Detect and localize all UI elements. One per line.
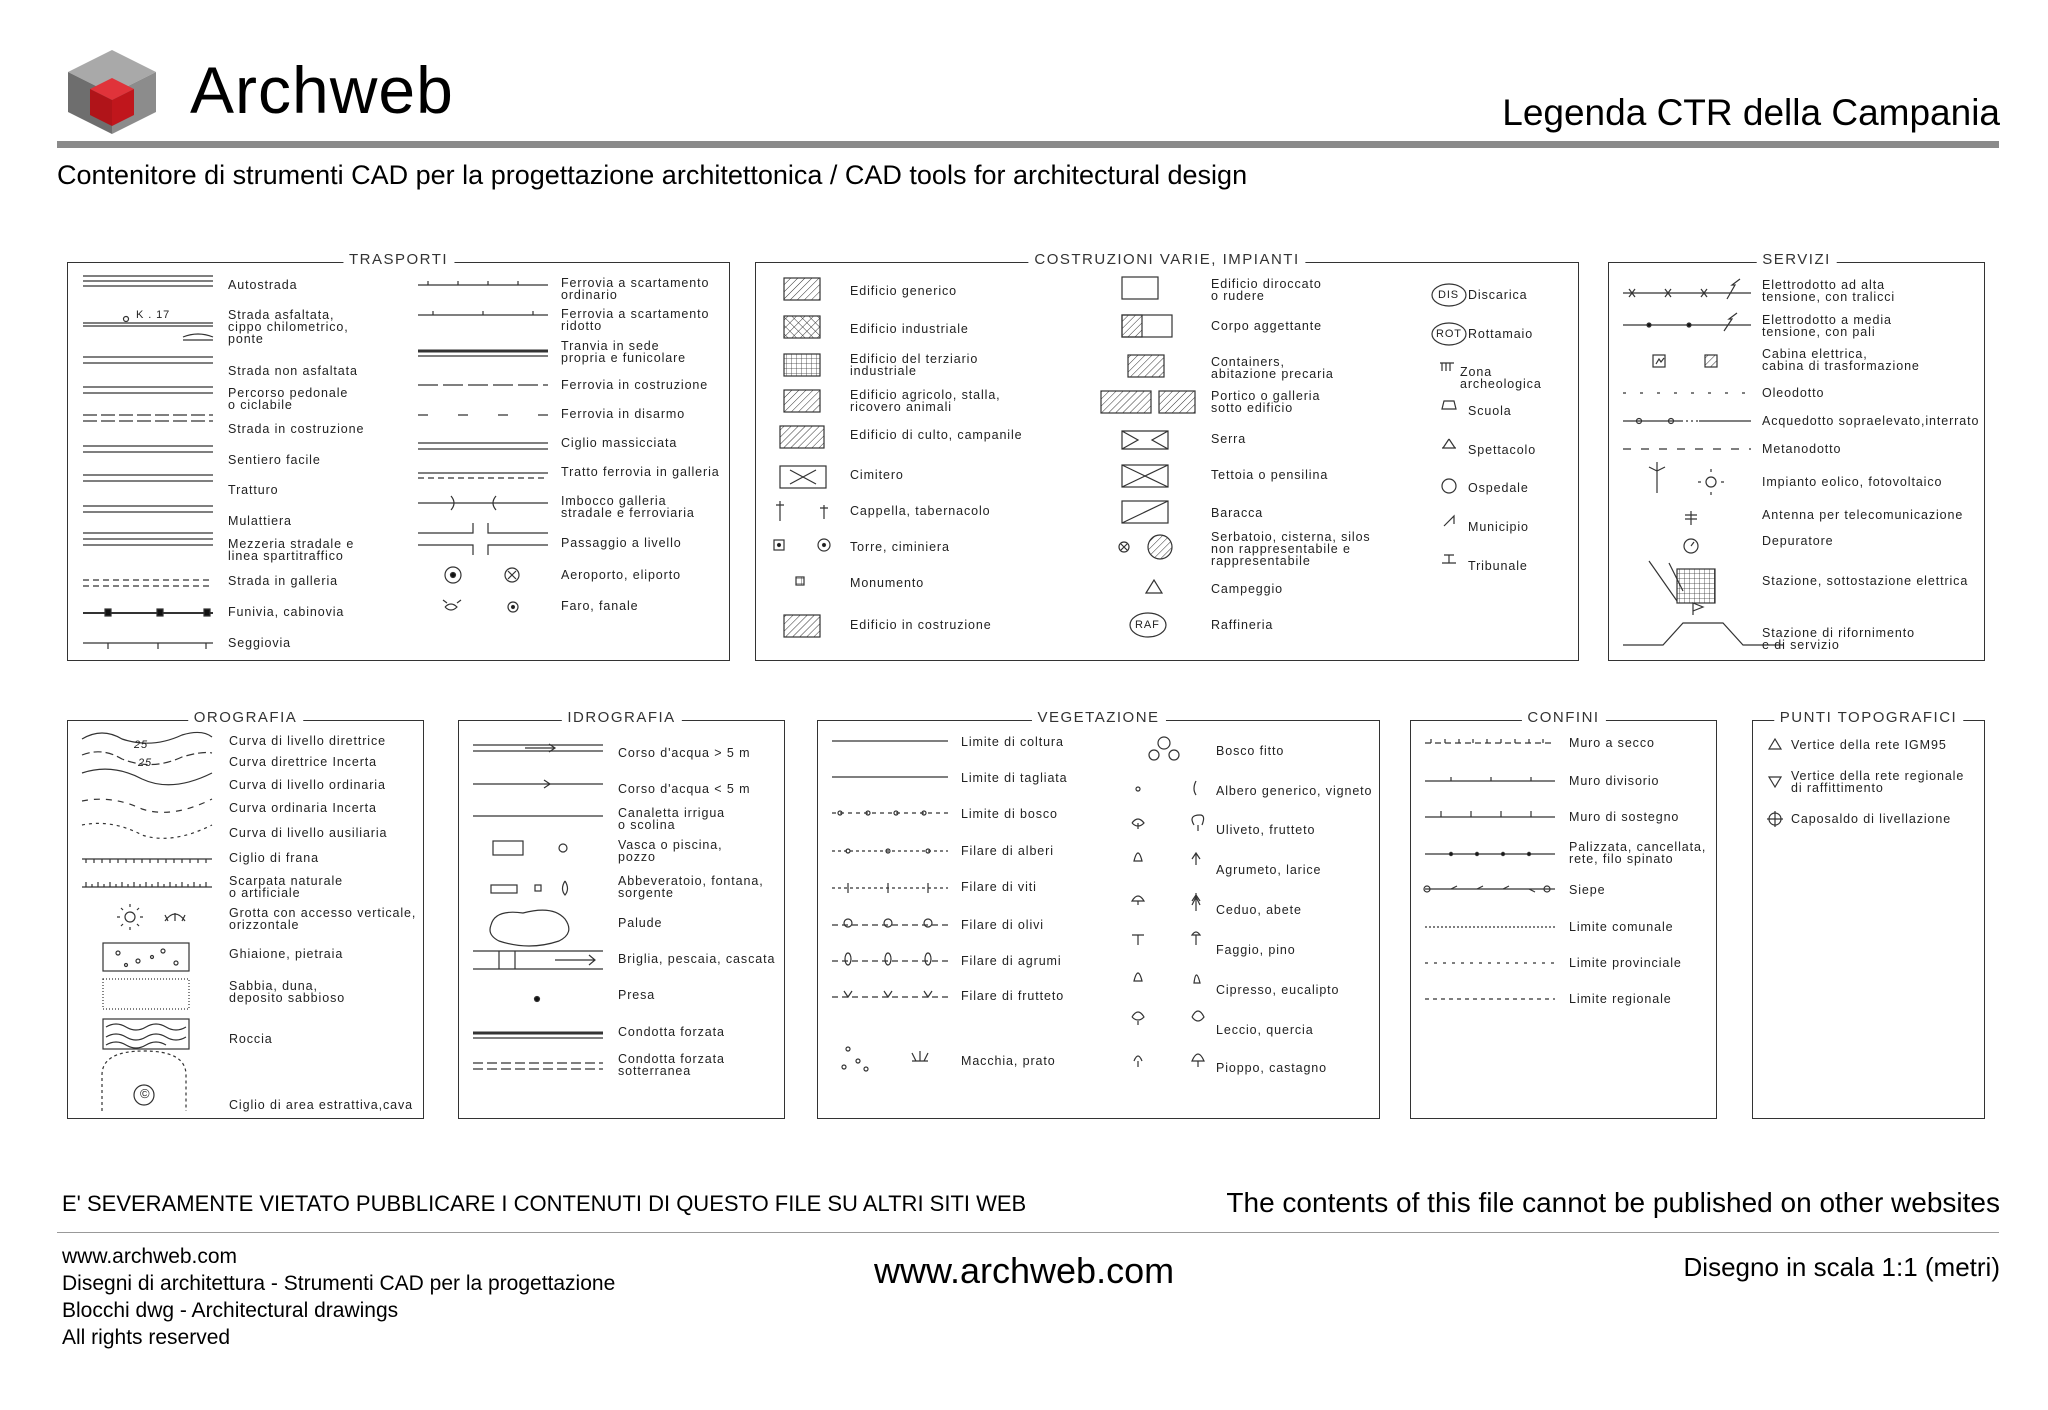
legend-item: Serra bbox=[1211, 432, 1247, 446]
page-subtitle: Contenitore di strumenti CAD per la progettazione architettonica / CAD tools for architectural design bbox=[57, 160, 1248, 190]
drawing-scale: Disegno in scala 1:1 (metri) bbox=[1683, 1252, 2000, 1282]
legend-item: Edificio in costruzione bbox=[850, 618, 992, 632]
legend-item: Limite di bosco bbox=[961, 807, 1058, 821]
legend-item: Raffineria bbox=[1211, 618, 1274, 632]
legend-item: Corso d'acqua > 5 m bbox=[618, 746, 751, 760]
legend-item: Ciglio massicciata bbox=[561, 436, 678, 450]
legend-item: Pioppo, castagno bbox=[1216, 1061, 1328, 1075]
footer-center-url[interactable]: www.archweb.com bbox=[874, 1250, 1175, 1291]
legend-item: Faggio, pino bbox=[1216, 943, 1296, 957]
legend-item: Condotta forzata bbox=[618, 1025, 725, 1039]
legend-item: Palude bbox=[618, 916, 663, 930]
legend-item: Curva direttrice Incerta bbox=[229, 755, 378, 769]
legend-item: Aeroporto, eliporto bbox=[561, 568, 681, 582]
legend-item: Muro a secco bbox=[1569, 736, 1655, 750]
legend-item: Macchia, prato bbox=[961, 1054, 1056, 1068]
legend-item: Metanodotto bbox=[1762, 442, 1842, 456]
header-divider bbox=[57, 141, 1999, 148]
legend-item: Antenna per telecomunicazione bbox=[1762, 508, 1964, 522]
legend-item: Mulattiera bbox=[228, 514, 292, 528]
legend-item: Depuratore bbox=[1762, 534, 1834, 548]
panel-title: CONFINI bbox=[1521, 709, 1605, 726]
legend-item: Tettoia o pensilina bbox=[1211, 468, 1329, 482]
legend-item: Torre, ciminiera bbox=[850, 540, 950, 554]
panel-idrografia bbox=[458, 709, 785, 1119]
legend-item: Edificio di culto, campanile bbox=[850, 428, 1023, 442]
legend-item: Tratto ferrovia in galleria bbox=[561, 465, 720, 479]
legend-item: Percorso pedonale o ciclabile bbox=[228, 386, 349, 412]
panel-orografia bbox=[67, 709, 424, 1119]
legend-item: Abbeveratoio, fontana, sorgente bbox=[618, 874, 764, 900]
legend-item: Sabbia, duna, deposito sabbioso bbox=[229, 979, 346, 1005]
legend-item: Muro di sostegno bbox=[1569, 810, 1680, 824]
panel-punti-topografici bbox=[1752, 709, 1985, 1119]
footer-description: Disegni di architettura - Strumenti CAD per la progettazione bbox=[62, 1272, 616, 1295]
legend-item: Briglia, pescaia, cascata bbox=[618, 952, 776, 966]
legend-item: Baracca bbox=[1211, 506, 1264, 520]
legend-item: Seggiovia bbox=[228, 636, 292, 650]
legend-item: Curva ordinaria Incerta bbox=[229, 801, 377, 815]
panel-trasporti bbox=[67, 251, 730, 661]
legend-item: Cimitero bbox=[850, 468, 904, 482]
legend-item: Vertice della rete IGM95 bbox=[1791, 738, 1947, 752]
legend-item: Limite comunale bbox=[1569, 920, 1674, 934]
panel-title: SERVIZI bbox=[1756, 251, 1837, 268]
legend-item: Roccia bbox=[229, 1032, 273, 1046]
legend-item: Vertice della rete regionale di raffittimento bbox=[1791, 769, 1965, 795]
legend-item: Limite provinciale bbox=[1569, 956, 1682, 970]
legend-item: Agrumeto, larice bbox=[1216, 863, 1322, 877]
badge-label: RAF bbox=[1135, 619, 1160, 631]
panel-vegetazione bbox=[817, 709, 1380, 1119]
legend-item: Strada in costruzione bbox=[228, 422, 365, 436]
legend-item: Caposaldo di livellazione bbox=[1791, 812, 1952, 826]
panel-title: VEGETAZIONE bbox=[1031, 709, 1165, 726]
legend-item: Condotta forzata sotterranea bbox=[618, 1052, 725, 1078]
legend-item: Imbocco galleria stradale e ferroviaria bbox=[561, 494, 695, 520]
legend-item: Stazione di rifornimento e di servizio bbox=[1762, 626, 1915, 652]
legend-item: Zona archeologica bbox=[1460, 365, 1542, 391]
legend-item: Tribunale bbox=[1468, 559, 1528, 573]
legend-item: Cappella, tabernacolo bbox=[850, 504, 991, 518]
legend-item: Serbatoio, cisterna, silos non rappresentabile e rappresentabile bbox=[1211, 530, 1371, 568]
legend-item: Curva di livello direttrice bbox=[229, 734, 386, 748]
legend-item: Edificio generico bbox=[850, 284, 958, 298]
panel-servizi bbox=[1608, 251, 1985, 661]
legend-item: Filare di viti bbox=[961, 880, 1037, 894]
brand-name: Archweb bbox=[190, 53, 454, 127]
legend-item: Ghiaione, pietraia bbox=[229, 947, 344, 961]
legend-item: Municipio bbox=[1468, 520, 1529, 534]
badge-label: DIS bbox=[1438, 289, 1460, 301]
legend-item: Ospedale bbox=[1468, 481, 1529, 495]
legend-item: Scarpata naturale o artificiale bbox=[229, 874, 343, 900]
legend-item: Muro divisorio bbox=[1569, 774, 1660, 788]
contour-value-label: 25 bbox=[138, 757, 153, 769]
legend-item: Spettacolo bbox=[1468, 443, 1537, 457]
legend-item: Campeggio bbox=[1211, 582, 1284, 596]
legend-item: Oleodotto bbox=[1762, 386, 1825, 400]
badge-label: ROT bbox=[1436, 328, 1462, 340]
panel-title: COSTRUZIONI VARIE, IMPIANTI bbox=[1028, 251, 1305, 268]
panel-confini bbox=[1410, 709, 1717, 1119]
legend-item: Strada non asfaltata bbox=[228, 364, 358, 378]
legend-item: Corso d'acqua < 5 m bbox=[618, 782, 751, 796]
contour-value-label: 25 bbox=[134, 739, 149, 751]
legend-item: Scuola bbox=[1468, 404, 1512, 418]
legend-item: Elettrodotto ad alta tensione, con tralicci bbox=[1762, 278, 1896, 304]
legend-item: Strada in galleria bbox=[228, 574, 339, 588]
legend-item: Leccio, quercia bbox=[1216, 1023, 1314, 1037]
legend-item: Portico o galleria sotto edificio bbox=[1211, 389, 1321, 415]
footer-description: Blocchi dwg - Architectural drawings bbox=[62, 1299, 399, 1322]
legend-item: Elettrodotto a media tensione, con pali bbox=[1762, 313, 1892, 339]
legend-item: Strada asfaltata, cippo chilometrico, ponte bbox=[228, 308, 349, 346]
legend-item: Vasca o piscina, pozzo bbox=[618, 838, 723, 864]
footer-divider bbox=[57, 1232, 1999, 1233]
legend-item: Discarica bbox=[1468, 288, 1528, 302]
legend-item: Tranvia in sede propria e funicolare bbox=[561, 339, 687, 365]
legend-item: Ferrovia in costruzione bbox=[561, 378, 709, 392]
legend-item: Bosco fitto bbox=[1216, 744, 1285, 758]
legend-item: Limite di coltura bbox=[961, 735, 1064, 749]
legend-item: Filare di agrumi bbox=[961, 954, 1062, 968]
legend-item: Rottamaio bbox=[1468, 327, 1534, 341]
panel-title: OROGRAFIA bbox=[188, 709, 304, 726]
legend-item: Siepe bbox=[1569, 883, 1606, 897]
panel-title: IDROGRAFIA bbox=[561, 709, 681, 726]
legend-item: Tratturo bbox=[228, 483, 279, 497]
document-title: Legenda CTR della Campania bbox=[1502, 92, 2000, 133]
legend-item: Curva di livello ordinaria bbox=[229, 778, 386, 792]
legend-item: Filare di alberi bbox=[961, 844, 1054, 858]
legend-item: Uliveto, frutteto bbox=[1216, 823, 1316, 837]
legend-item: Grotta con accesso verticale, orizzontale bbox=[229, 906, 417, 932]
legend-item: Ciglio di area estrattiva,cava bbox=[229, 1098, 414, 1112]
legend-item: Containers, abitazione precaria bbox=[1211, 355, 1334, 381]
legend-item: Impianto eolico, fotovoltaico bbox=[1762, 475, 1943, 489]
legend-item: Canaletta irrigua o scolina bbox=[618, 806, 726, 832]
legend-item: Ceduo, abete bbox=[1216, 903, 1302, 917]
legend-item: Curva di livello ausiliaria bbox=[229, 826, 388, 840]
panel-title: PUNTI TOPOGRAFICI bbox=[1774, 709, 1963, 726]
legend-item: Monumento bbox=[850, 576, 925, 590]
legend-item: Faro, fanale bbox=[561, 599, 639, 613]
legend-item: Edificio industriale bbox=[850, 322, 969, 336]
legend-item: Ferrovia a scartamento ordinario bbox=[561, 276, 710, 302]
legend-item: Limite regionale bbox=[1569, 992, 1672, 1006]
legend-item: Edificio diroccato o rudere bbox=[1211, 277, 1322, 303]
legend-item: Ciglio di frana bbox=[229, 851, 319, 865]
legend-item: Acquedotto sopraelevato,interrato bbox=[1762, 414, 1980, 428]
legend-item: Edificio agricolo, stalla, ricovero animali bbox=[850, 388, 1001, 414]
legend-item: Presa bbox=[618, 988, 656, 1002]
legend-item: Edificio del terziario industriale bbox=[850, 352, 979, 378]
footer-website-link[interactable]: www.archweb.com bbox=[62, 1245, 238, 1268]
copyright-warning-english: The contents of this file cannot be published on other websites bbox=[1226, 1187, 2000, 1218]
quarry-mark-label: © bbox=[140, 1086, 151, 1101]
legend-item: Cabina elettrica, cabina di trasformazione bbox=[1762, 347, 1920, 373]
panel-costruzioni bbox=[755, 251, 1579, 661]
archweb-logo-icon[interactable] bbox=[64, 48, 160, 136]
legend-item: Mezzeria stradale e linea spartitraffico bbox=[228, 537, 355, 563]
legend-item: Ferrovia a scartamento ridotto bbox=[561, 307, 710, 333]
panel-title: TRASPORTI bbox=[343, 251, 454, 268]
legend-item: Passaggio a livello bbox=[561, 536, 682, 550]
legend-item: Cipresso, eucalipto bbox=[1216, 983, 1340, 997]
km-marker-label: K . 17 bbox=[136, 309, 171, 321]
legend-item: Filare di olivi bbox=[961, 918, 1044, 932]
legend-item: Autostrada bbox=[228, 278, 298, 292]
legend-item: Corpo aggettante bbox=[1211, 319, 1323, 333]
legend-item: Stazione, sottostazione elettrica bbox=[1762, 574, 1969, 588]
legend-item: Palizzata, cancellata, rete, filo spinato bbox=[1569, 840, 1707, 866]
legend-item: Albero generico, vigneto bbox=[1216, 784, 1373, 798]
legend-item: Ferrovia in disarmo bbox=[561, 407, 686, 421]
legend-item: Funivia, cabinovia bbox=[228, 605, 345, 619]
legend-item: Limite di tagliata bbox=[961, 771, 1068, 785]
copyright-warning-italian: E' SEVERAMENTE VIETATO PUBBLICARE I CONTENUTI DI QUESTO FILE SU ALTRI SITI WEB bbox=[62, 1191, 1027, 1216]
legend-item: Filare di frutteto bbox=[961, 989, 1065, 1003]
legend-item: Sentiero facile bbox=[228, 453, 321, 467]
footer-rights: All rights reserved bbox=[62, 1326, 231, 1349]
